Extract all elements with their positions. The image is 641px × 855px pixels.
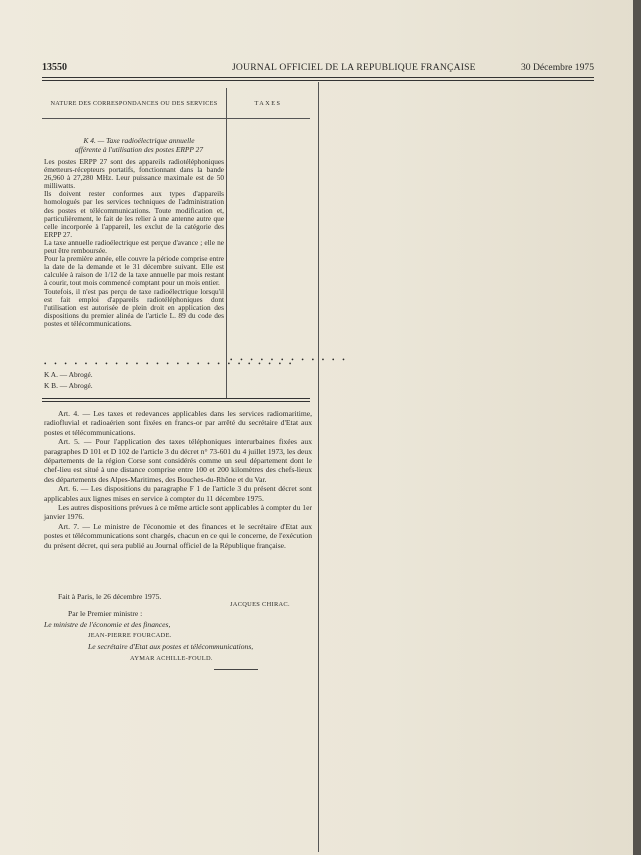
k4-heading [54, 136, 224, 154]
table-column-divider [226, 88, 227, 398]
k4-paragraph: Pour la première année, elle couvre la période comprise entre la date de la demande et le 31 décembre suivant. Elle est calculée à raison de 1/12 de la taxe annuelle par mois restant à courir, tout mois commencé comptant pour un mois entier. [44, 254, 224, 288]
minister-name: JEAN-PIERRE FOURCADE. [88, 632, 172, 639]
ka-entry: K A. — Abrogé. [44, 370, 93, 379]
secretary-title: Le secrétaire d'Etat aux postes et télécommunications, [88, 642, 254, 651]
article-5: Art. 5. — Pour l'application des taxes téléphoniques interurbaines fixées aux paragraphes D 101 et D 102 de l'article 3 du décret n° 73-601 du 4 juillet 1973, les deux départements de la région Corse sont considérés comme un seul département dont le chef-lieu est situé à une distance comprise entre 100 et 200 kilomètres des chefs-lieux des départements des Alpes-Maritimes, des Bouches-du-Rhône et du Var. [44, 437, 312, 484]
page-number: 13550 [42, 62, 67, 73]
table-header-taxes: TAXES [254, 100, 282, 107]
k4-paragraph: Ils doivent rester conformes aux types d'appareils homologués par les services techniques de l'administration des postes et télécommunications. Toute modification et, particulièrement, le fait de les relier à une antenne autre que celle incorporée à l'appareil, les exclut de la catégorie des ERPP 27. [44, 189, 224, 239]
header-rule-thin [42, 80, 594, 81]
article-4: Art. 4. — Les taxes et redevances applicables dans les services radiomaritime, radiofluvial et radioaérien sont fixées en francs-or par arrêté du secrétaire d'Etat aux postes et télécommunications. [44, 409, 312, 437]
k4-body [44, 158, 224, 328]
issue-date: 30 Décembre 1975 [521, 62, 594, 73]
k4-heading-line2: afférente à l'utilisation des postes ERPP 27 [74, 145, 204, 154]
dot-leader-right: • • • • • • • • • • • • [230, 356, 348, 364]
secretary-name: AYMAR ACHILLE-FOULD. [130, 655, 213, 662]
kb-entry: K B. — Abrogé. [44, 381, 93, 390]
column-divider [318, 82, 319, 852]
end-rule [214, 669, 258, 670]
articles [44, 409, 312, 550]
k4-paragraph: Toutefois, il n'est pas perçu de taxe radioélectrique lorsqu'il est fait emploi d'appareils radiotéléphoniques dont l'utilisation est autorisée de plein droit en application des dispositions du premier alinéa de l'article L. 89 du code des postes et télécommunications. [44, 286, 224, 328]
journal-title: JOURNAL OFFICIEL DE LA REPUBLIQUE FRANÇAISE [232, 62, 476, 73]
tax-table [42, 88, 348, 398]
table-header-nature: NATURE DES CORRESPONDANCES OU DES SERVICES [50, 100, 218, 107]
fait-a-paris: Fait à Paris, le 26 décembre 1975. [58, 592, 162, 601]
signer-prime-minister: JACQUES CHIRAC. [230, 601, 290, 608]
dot-leader-left: • • • • • • • • • • • • • • • • • • • • • • • • • [44, 360, 295, 368]
article-7: Art. 7. — Le ministre de l'économie et des finances et le secrétaire d'Etat aux postes et télécommunications sont chargés, chacun en ce qui le concerne, de l'exécution du présent décret, qui sera publié au Journal officiel de la République française. [44, 521, 312, 550]
article-6-continued: Les autres dispositions prévues à ce même article sont applicables à compter du 1er janvier 1976. [44, 503, 312, 522]
table-bottom-rule [42, 398, 310, 399]
k4-paragraph: La taxe annuelle radioélectrique est perçue d'avance ; elle ne peut être remboursée. [44, 237, 224, 256]
minister-title: Le ministre de l'économie et des finances, [44, 620, 171, 629]
k4-paragraph: Les postes ERPP 27 sont des appareils radiotéléphoniques émetteurs-récepteurs portatifs, fonctionnant dans la bande 26,960 à 27,280 MHz. Leur puissance maximale est de 50 milliwatts. [44, 157, 224, 191]
table-bottom-rule-thin [42, 401, 310, 402]
k4-heading-line1: K 4. — Taxe radioélectrique annuelle [83, 136, 195, 145]
page-header [42, 62, 594, 78]
par-le-premier-ministre: Par le Premier ministre : [68, 609, 143, 618]
table-header-rule [42, 118, 310, 119]
page-edge-shadow [633, 0, 641, 855]
header-rule [42, 77, 594, 78]
article-6: Art. 6. — Les dispositions du paragraphe F 1 de l'article 3 du présent décret sont applicables aux lignes mises en service à compter du 11 décembre 1975. [44, 484, 312, 503]
